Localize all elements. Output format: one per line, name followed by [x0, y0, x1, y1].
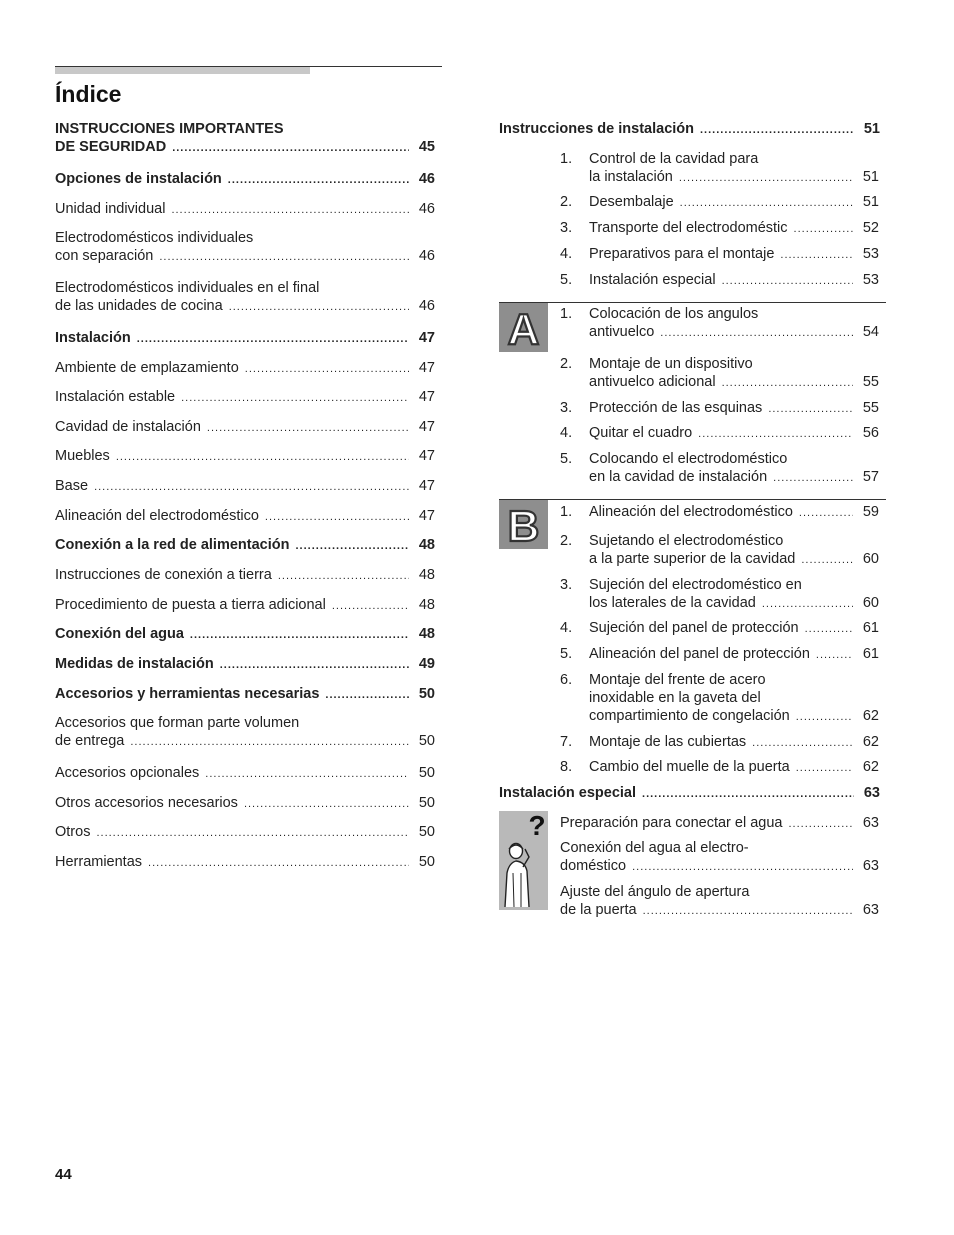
toc-item-text: Base	[55, 478, 89, 494]
toc-item-text: en la cavidad de instalación	[589, 469, 768, 485]
toc-entry[interactable]	[560, 839, 879, 876]
toc-item-text: antivuelco adicional	[589, 374, 716, 390]
toc-entry[interactable]	[55, 625, 435, 644]
toc-item-number: 2.	[560, 533, 573, 549]
toc-entry[interactable]	[55, 170, 435, 189]
toc-leader-dots	[773, 469, 853, 487]
toc-page-number: 50	[418, 733, 435, 749]
toc-item-number: 4.	[560, 620, 573, 636]
toc-item-text: Conexión del agua al electro-	[560, 840, 749, 856]
toc-item-text: Sujeción del panel de protección	[589, 620, 799, 636]
toc-leader-dots	[245, 360, 409, 378]
toc-item-number: 2.	[560, 356, 573, 372]
toc-page-number: 45	[418, 139, 435, 155]
section-b-rule	[499, 499, 886, 500]
toc-entry[interactable]	[55, 536, 435, 555]
toc-page-number: 60	[862, 595, 879, 611]
toc-leader-dots	[190, 626, 409, 644]
toc-page-number: 56	[862, 425, 879, 441]
toc-item-text: antivuelco	[589, 324, 655, 340]
toc-item-number: 5.	[560, 272, 573, 288]
toc-page-number: 47	[418, 389, 435, 405]
toc-item-text: de entrega	[55, 733, 125, 749]
toc-leader-dots	[794, 220, 853, 238]
toc-leader-dots	[265, 508, 409, 526]
toc-leader-dots	[172, 139, 409, 157]
toc-entry[interactable]	[55, 418, 435, 437]
toc-leader-dots	[94, 478, 409, 496]
toc-page-number: 63	[862, 902, 879, 918]
toc-leader-dots	[788, 815, 853, 833]
toc-item-text: Cambio del muelle de la puerta	[589, 759, 790, 775]
toc-leader-dots	[278, 567, 409, 585]
toc-leader-dots	[205, 765, 409, 783]
toc-page-number: 47	[418, 360, 435, 376]
toc-item-text: Preparación para conectar el agua	[560, 815, 783, 831]
toc-leader-dots	[228, 171, 409, 189]
toc-page-number: 48	[418, 567, 435, 583]
toc-entry[interactable]	[55, 853, 435, 872]
toc-page-number: 63	[862, 858, 879, 874]
svg-text:A: A	[507, 305, 540, 352]
toc-page-number: 51	[862, 194, 879, 210]
toc-item-text: Quitar el cuadro	[589, 425, 693, 441]
toc-leader-dots	[325, 686, 409, 704]
toc-page-number: 52	[862, 220, 879, 236]
toc-leader-dots	[207, 419, 409, 437]
header-gray-bar	[55, 66, 310, 74]
toc-entry[interactable]	[560, 150, 879, 187]
toc-item-number: 1.	[560, 504, 573, 520]
toc-entry[interactable]	[55, 507, 435, 526]
toc-item-text: doméstico	[560, 858, 627, 874]
toc-leader-dots	[116, 448, 409, 466]
toc-leader-dots	[722, 374, 853, 392]
toc-item-text: Alineación del electrodoméstico	[55, 508, 259, 524]
toc-page-number: 46	[418, 171, 435, 187]
toc-leader-dots	[96, 824, 409, 842]
toc-leader-dots	[643, 902, 853, 920]
toc-page-number: 48	[418, 537, 435, 553]
toc-item-text: Sujetando el electrodoméstico	[589, 533, 784, 549]
toc-page-number: 53	[862, 272, 879, 288]
toc-item-text: de las unidades de cocina	[55, 298, 223, 314]
toc-item-text: Herramientas	[55, 854, 143, 870]
toc-item-text: compartimiento de congelación	[589, 708, 790, 724]
toc-entry[interactable]	[560, 450, 879, 487]
toc-heading-instrucciones[interactable]: Instrucciones de instalación ..... 51	[499, 120, 880, 139]
toc-item-text: Control de la cavidad para	[589, 151, 759, 167]
toc-item-number: 3.	[560, 220, 573, 236]
toc-item-text: Montaje del frente de acero	[589, 672, 766, 688]
toc-page-number: 62	[862, 759, 879, 775]
toc-item-text: Ambiente de emplazamiento	[55, 360, 239, 376]
toc-item-number: 7.	[560, 734, 573, 750]
toc-item-text: la instalación	[589, 169, 673, 185]
toc-leader-dots	[632, 858, 853, 876]
toc-item-text: inoxidable en la gaveta del	[589, 690, 761, 706]
toc-entry[interactable]	[55, 596, 435, 615]
toc-leader-dots	[679, 169, 853, 187]
toc-entry[interactable]	[560, 619, 879, 638]
toc-entry[interactable]	[560, 758, 879, 777]
toc-item-text: Accesorios opcionales	[55, 765, 200, 781]
toc-item-text: Procedimiento de puesta a tierra adicional	[55, 597, 326, 613]
toc-entry[interactable]	[55, 120, 435, 157]
toc-leader-dots	[660, 324, 853, 342]
toc-item-number: 6.	[560, 672, 573, 688]
toc-item-text: Desembalaje	[589, 194, 674, 210]
toc-leader-dots	[698, 425, 853, 443]
toc-page-number: 49	[418, 656, 435, 672]
toc-entry[interactable]	[55, 359, 435, 378]
toc-item-text: Alineación del panel de protección	[589, 646, 810, 662]
toc-leader-dots	[295, 537, 409, 555]
toc-entry[interactable]	[560, 355, 879, 392]
toc-page-number: 47	[418, 478, 435, 494]
toc-item-number: 4.	[560, 425, 573, 441]
toc-page-number: 55	[862, 374, 879, 390]
toc-item-text: Electrodomésticos individuales	[55, 230, 254, 246]
toc-page-number: 48	[418, 597, 435, 613]
toc-page-number: 47	[418, 419, 435, 435]
toc-leader-dots	[801, 551, 853, 569]
toc-item-number: 5.	[560, 646, 573, 662]
section-a-rule	[499, 302, 886, 303]
toc-item-text: Montaje de las cubiertas	[589, 734, 747, 750]
toc-entry[interactable]	[560, 532, 879, 569]
toc-entry[interactable]	[560, 219, 879, 238]
toc-leader-dots	[244, 795, 409, 813]
toc-page-number: 55	[862, 400, 879, 416]
toc-entry[interactable]	[560, 305, 879, 342]
toc-entry[interactable]	[560, 645, 879, 664]
toc-entry[interactable]	[560, 814, 879, 833]
toc-leader-dots	[680, 194, 853, 212]
toc-page-number: 50	[418, 686, 435, 702]
toc-item-number: 3.	[560, 400, 573, 416]
svg-text:?: ?	[528, 811, 546, 841]
toc-page-number: 61	[862, 646, 879, 662]
toc-entry[interactable]	[560, 424, 879, 443]
toc-entry[interactable]	[560, 399, 879, 418]
toc-item-text: Instrucciones de conexión a tierra	[55, 567, 272, 583]
toc-item-text: Conexión del agua	[55, 626, 184, 642]
toc-item-number: 1.	[560, 151, 573, 167]
toc-entry[interactable]	[55, 794, 435, 813]
toc-entry[interactable]	[560, 671, 879, 726]
toc-page-number: 62	[862, 708, 879, 724]
toc-item-text: Cavidad de instalación	[55, 419, 201, 435]
toc-item-text: Colocación de los angulos	[589, 306, 759, 322]
toc-page-number: 50	[418, 765, 435, 781]
toc-page-number: 59	[862, 504, 879, 520]
toc-page-number: 50	[418, 854, 435, 870]
toc-entry[interactable]	[560, 271, 879, 290]
toc-item-text: Transporte del electrodoméstic	[589, 220, 788, 236]
toc-leader-dots	[722, 272, 853, 290]
toc-entry[interactable]	[560, 193, 879, 212]
toc-page-number: 47	[418, 508, 435, 524]
toc-item-text: Sujeción del electrodoméstico en	[589, 577, 802, 593]
toc-leader-dots	[220, 656, 409, 674]
toc-leader-dots	[171, 201, 409, 219]
toc-item-text: Otros	[55, 824, 91, 840]
toc-page-number: 46	[418, 248, 435, 264]
page-number: 44	[55, 1166, 72, 1183]
toc-item-number: 5.	[560, 451, 573, 467]
person-question-icon	[499, 811, 548, 910]
toc-entry[interactable]	[55, 764, 435, 783]
toc-item-text: Instalación especial	[589, 272, 716, 288]
header-rule	[55, 66, 442, 67]
toc-leader-dots	[768, 400, 853, 418]
toc-item-text: Instalación estable	[55, 389, 176, 405]
section-b-badge-icon	[499, 500, 548, 549]
toc-page-number: 46	[418, 298, 435, 314]
toc-leader-dots	[148, 854, 409, 872]
toc-item-text: Accesorios y herramientas necesarias	[55, 686, 320, 702]
toc-item-text: con separación	[55, 248, 154, 264]
toc-leader-dots	[762, 595, 853, 613]
toc-item-text: Opciones de instalación	[55, 171, 222, 187]
toc-entry[interactable]	[560, 883, 879, 920]
toc-heading-instalacion-especial[interactable]: Instalación especial ..... 63	[499, 784, 880, 803]
toc-leader-dots	[796, 708, 853, 726]
toc-item-text: Ajuste del ángulo de apertura	[560, 884, 750, 900]
toc-entry[interactable]	[55, 655, 435, 674]
toc-entry[interactable]	[55, 329, 435, 348]
toc-item-text: Instalación	[55, 330, 131, 346]
toc-item-number: 2.	[560, 194, 573, 210]
toc-leader-dots	[229, 298, 409, 316]
toc-item-text: Montaje de un dispositivo	[589, 356, 753, 372]
toc-entry[interactable]	[55, 229, 435, 266]
toc-entry[interactable]	[55, 477, 435, 496]
toc-page-number: 47	[418, 448, 435, 464]
toc-item-text: INSTRUCCIONES IMPORTANTES	[55, 121, 284, 137]
toc-entry[interactable]	[55, 388, 435, 407]
toc-page-number: 50	[418, 795, 435, 811]
toc-entry[interactable]	[55, 823, 435, 842]
toc-leader-dots	[137, 330, 409, 348]
toc-item-text: Preparativos para el montaje	[589, 246, 775, 262]
toc-leader-dots	[796, 759, 853, 777]
toc-item-text: Otros accesorios necesarios	[55, 795, 238, 811]
toc-leader-dots	[799, 504, 853, 522]
toc-entry[interactable]	[55, 566, 435, 585]
toc-item-text: Colocando el electrodoméstico	[589, 451, 788, 467]
toc-page-number: 47	[418, 330, 435, 346]
toc-leader-dots	[816, 646, 853, 664]
toc-item-text: Alineación del electrodoméstico	[589, 504, 793, 520]
toc-page-number: 51	[862, 169, 879, 185]
toc-leader-dots	[780, 246, 853, 264]
toc-entry[interactable]	[55, 714, 435, 751]
toc-entry[interactable]	[560, 503, 879, 522]
toc-leader-dots	[752, 734, 853, 752]
page-title: Índice	[55, 81, 122, 107]
toc-page-number: 57	[862, 469, 879, 485]
toc-item-text: a la parte superior de la cavidad	[589, 551, 796, 567]
toc-item-number: 3.	[560, 577, 573, 593]
toc-item-text: Muebles	[55, 448, 110, 464]
toc-entry[interactable]	[55, 279, 435, 316]
toc-item-number: 1.	[560, 306, 573, 322]
toc-entry[interactable]	[560, 576, 879, 613]
svg-text:B: B	[507, 502, 540, 549]
toc-item-text: DE SEGURIDAD	[55, 139, 167, 155]
toc-page-number: 54	[862, 324, 879, 340]
toc-entry[interactable]	[55, 447, 435, 466]
toc-entry[interactable]	[560, 245, 879, 264]
toc-leader-dots	[805, 620, 853, 638]
toc-page-number: 53	[862, 246, 879, 262]
toc-page-number: 62	[862, 734, 879, 750]
toc-item-text: de la puerta	[560, 902, 637, 918]
toc-entry[interactable]	[55, 685, 435, 704]
toc-page-number: 60	[862, 551, 879, 567]
toc-leader-dots	[130, 733, 409, 751]
toc-item-text: Accesorios que forman parte volumen	[55, 715, 300, 731]
toc-page-number: 46	[418, 201, 435, 217]
toc-item-text: Conexión a la red de alimentación	[55, 537, 290, 553]
toc-item-text: Protección de las esquinas	[589, 400, 763, 416]
toc-entry[interactable]	[560, 733, 879, 752]
toc-item-text: Unidad individual	[55, 201, 166, 217]
toc-page-number: 48	[418, 626, 435, 642]
toc-leader-dots	[181, 389, 409, 407]
toc-entry[interactable]	[55, 200, 435, 219]
section-a-badge-icon	[499, 303, 548, 352]
toc-item-number: 4.	[560, 246, 573, 262]
toc-item-text: Electrodomésticos individuales en el final	[55, 280, 320, 296]
toc-leader-dots	[159, 248, 409, 266]
toc-item-text: Medidas de instalación	[55, 656, 214, 672]
toc-item-text: los laterales de la cavidad	[589, 595, 756, 611]
toc-page-number: 63	[862, 815, 879, 831]
toc-page-number: 61	[862, 620, 879, 636]
toc-item-number: 8.	[560, 759, 573, 775]
toc-leader-dots	[332, 597, 409, 615]
toc-page-number: 50	[418, 824, 435, 840]
